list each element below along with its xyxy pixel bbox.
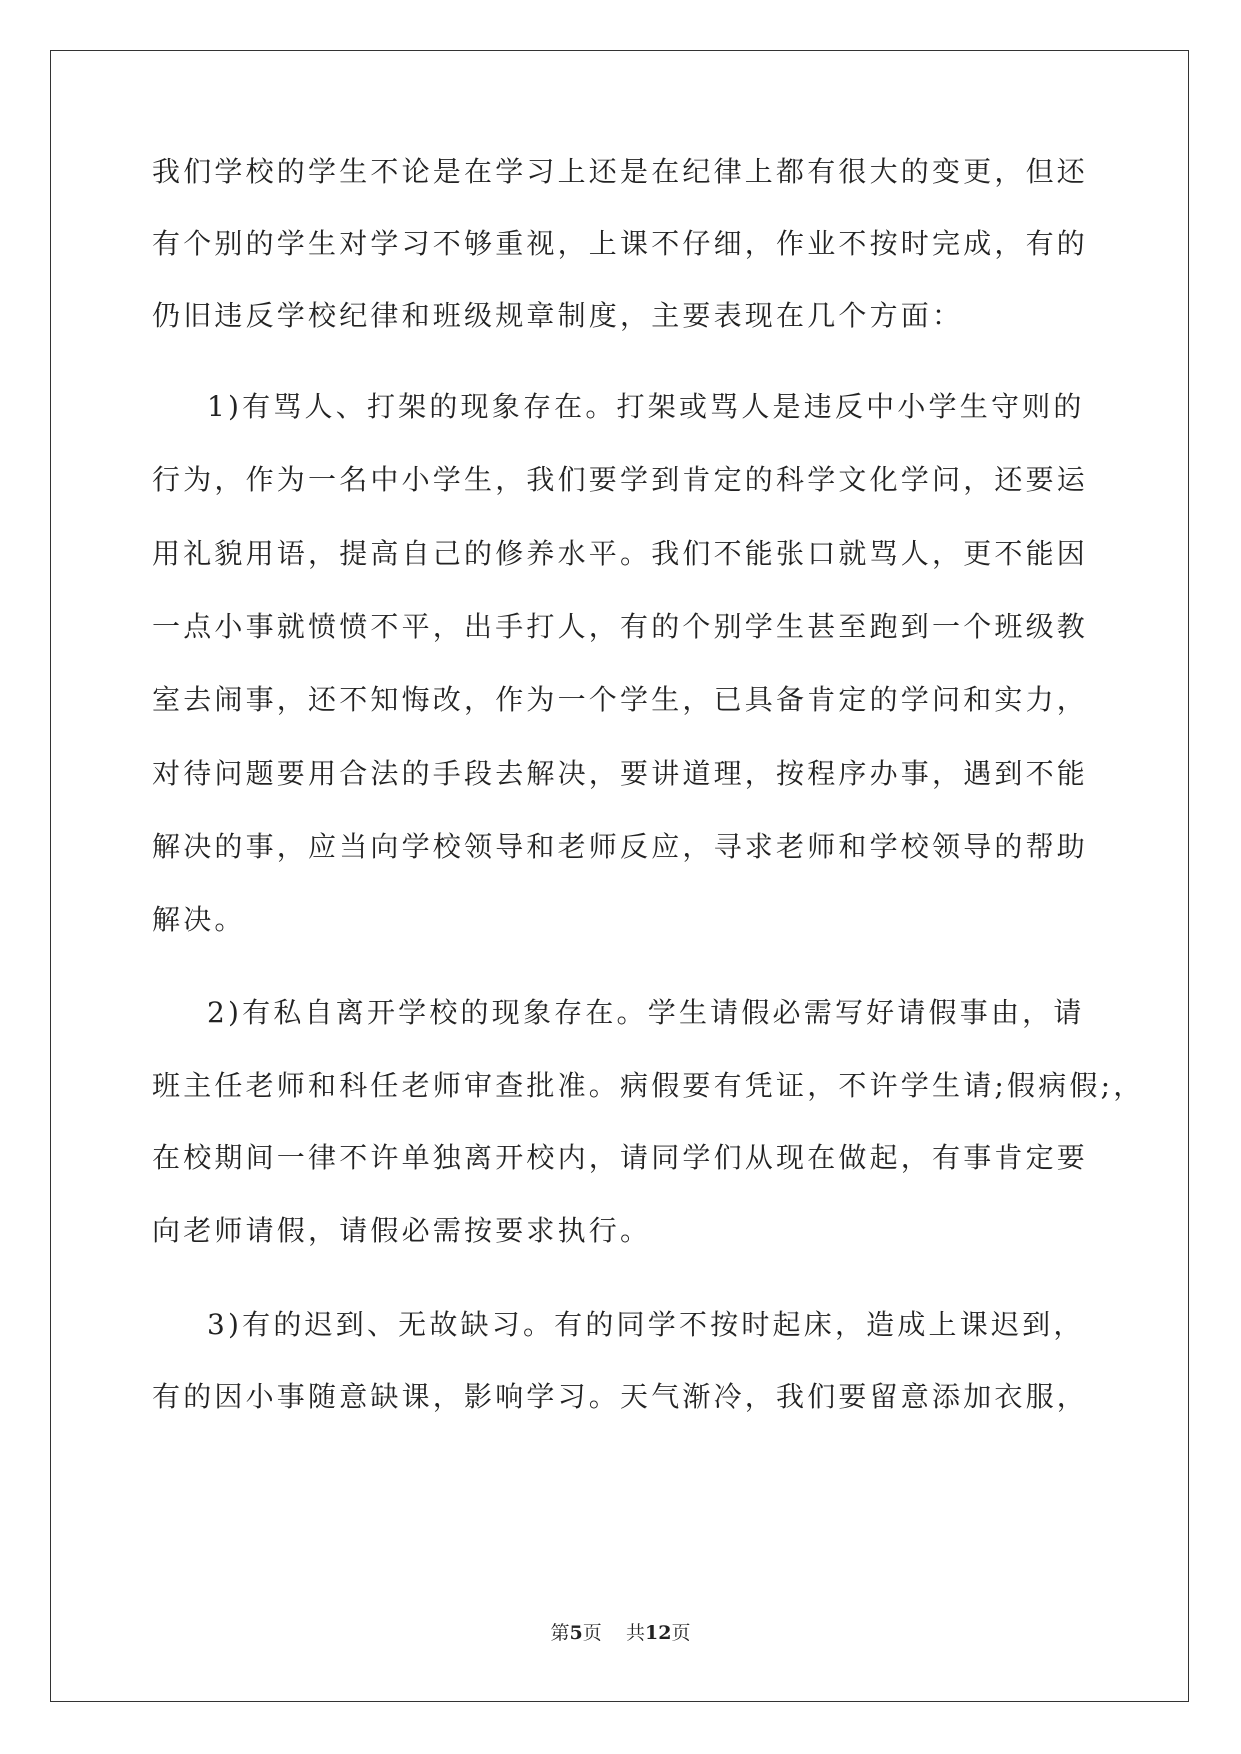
paragraph-line: 室去闹事，还不知悔改，作为一个学生，已具备肯定的学问和实力，	[152, 683, 1089, 716]
paragraph-line: 解决的事，应当向学校领导和老师反应，寻求老师和学校领导的帮助	[152, 830, 1089, 863]
paragraph-line: 有的因小事随意缺课，影响学习。天气渐冷，我们要留意添加衣服，	[152, 1380, 1089, 1413]
paragraph-line: 2)有私自离开学校的现象存在。学生请假必需写好请假事由，请	[207, 996, 1085, 1029]
paragraph-line: 向老师请假，请假必需按要求执行。	[152, 1214, 652, 1247]
page-footer	[0, 1621, 1241, 1645]
paragraph-line: 我们学校的学生不论是在学习上还是在纪律上都有很大的变更，但还	[152, 155, 1089, 188]
total-suffix: 页	[671, 1622, 691, 1644]
page-number: 5	[569, 1622, 583, 1644]
total-pages: 12	[644, 1622, 672, 1644]
paragraph-line: 3)有的迟到、无故缺习。有的同学不按时起床，造成上课迟到，	[207, 1308, 1085, 1341]
paragraph-line: 在校期间一律不许单独离开校内，请同学们从现在做起，有事肯定要	[152, 1141, 1089, 1174]
page-prefix: 第	[550, 1622, 570, 1644]
page-suffix: 页	[582, 1622, 602, 1644]
paragraph-line: 行为，作为一名中小学生，我们要学到肯定的科学文化学问，还要运	[152, 463, 1089, 496]
paragraph-line: 仍旧违反学校纪律和班级规章制度，主要表现在几个方面：	[152, 299, 964, 332]
paragraph-line: 有个别的学生对学习不够重视，上课不仔细，作业不按时完成，有的	[152, 227, 1089, 260]
paragraph-line: 1)有骂人、打架的现象存在。打架或骂人是违反中小学生守则的	[207, 390, 1085, 423]
paragraph-line: 班主任老师和科任老师审查批准。病假要有凭证，不许学生请;假病假;，	[152, 1069, 1145, 1102]
paragraph-line: 一点小事就愤愤不平，出手打人，有的个别学生甚至跑到一个班级教	[152, 610, 1089, 643]
paragraph-line: 对待问题要用合法的手段去解决，要讲道理，按程序办事，遇到不能	[152, 757, 1089, 790]
paragraph-line: 解决。	[152, 903, 246, 936]
total-prefix: 共	[625, 1622, 645, 1644]
paragraph-line: 用礼貌用语，提高自己的修养水平。我们不能张口就骂人，更不能因	[152, 537, 1089, 570]
